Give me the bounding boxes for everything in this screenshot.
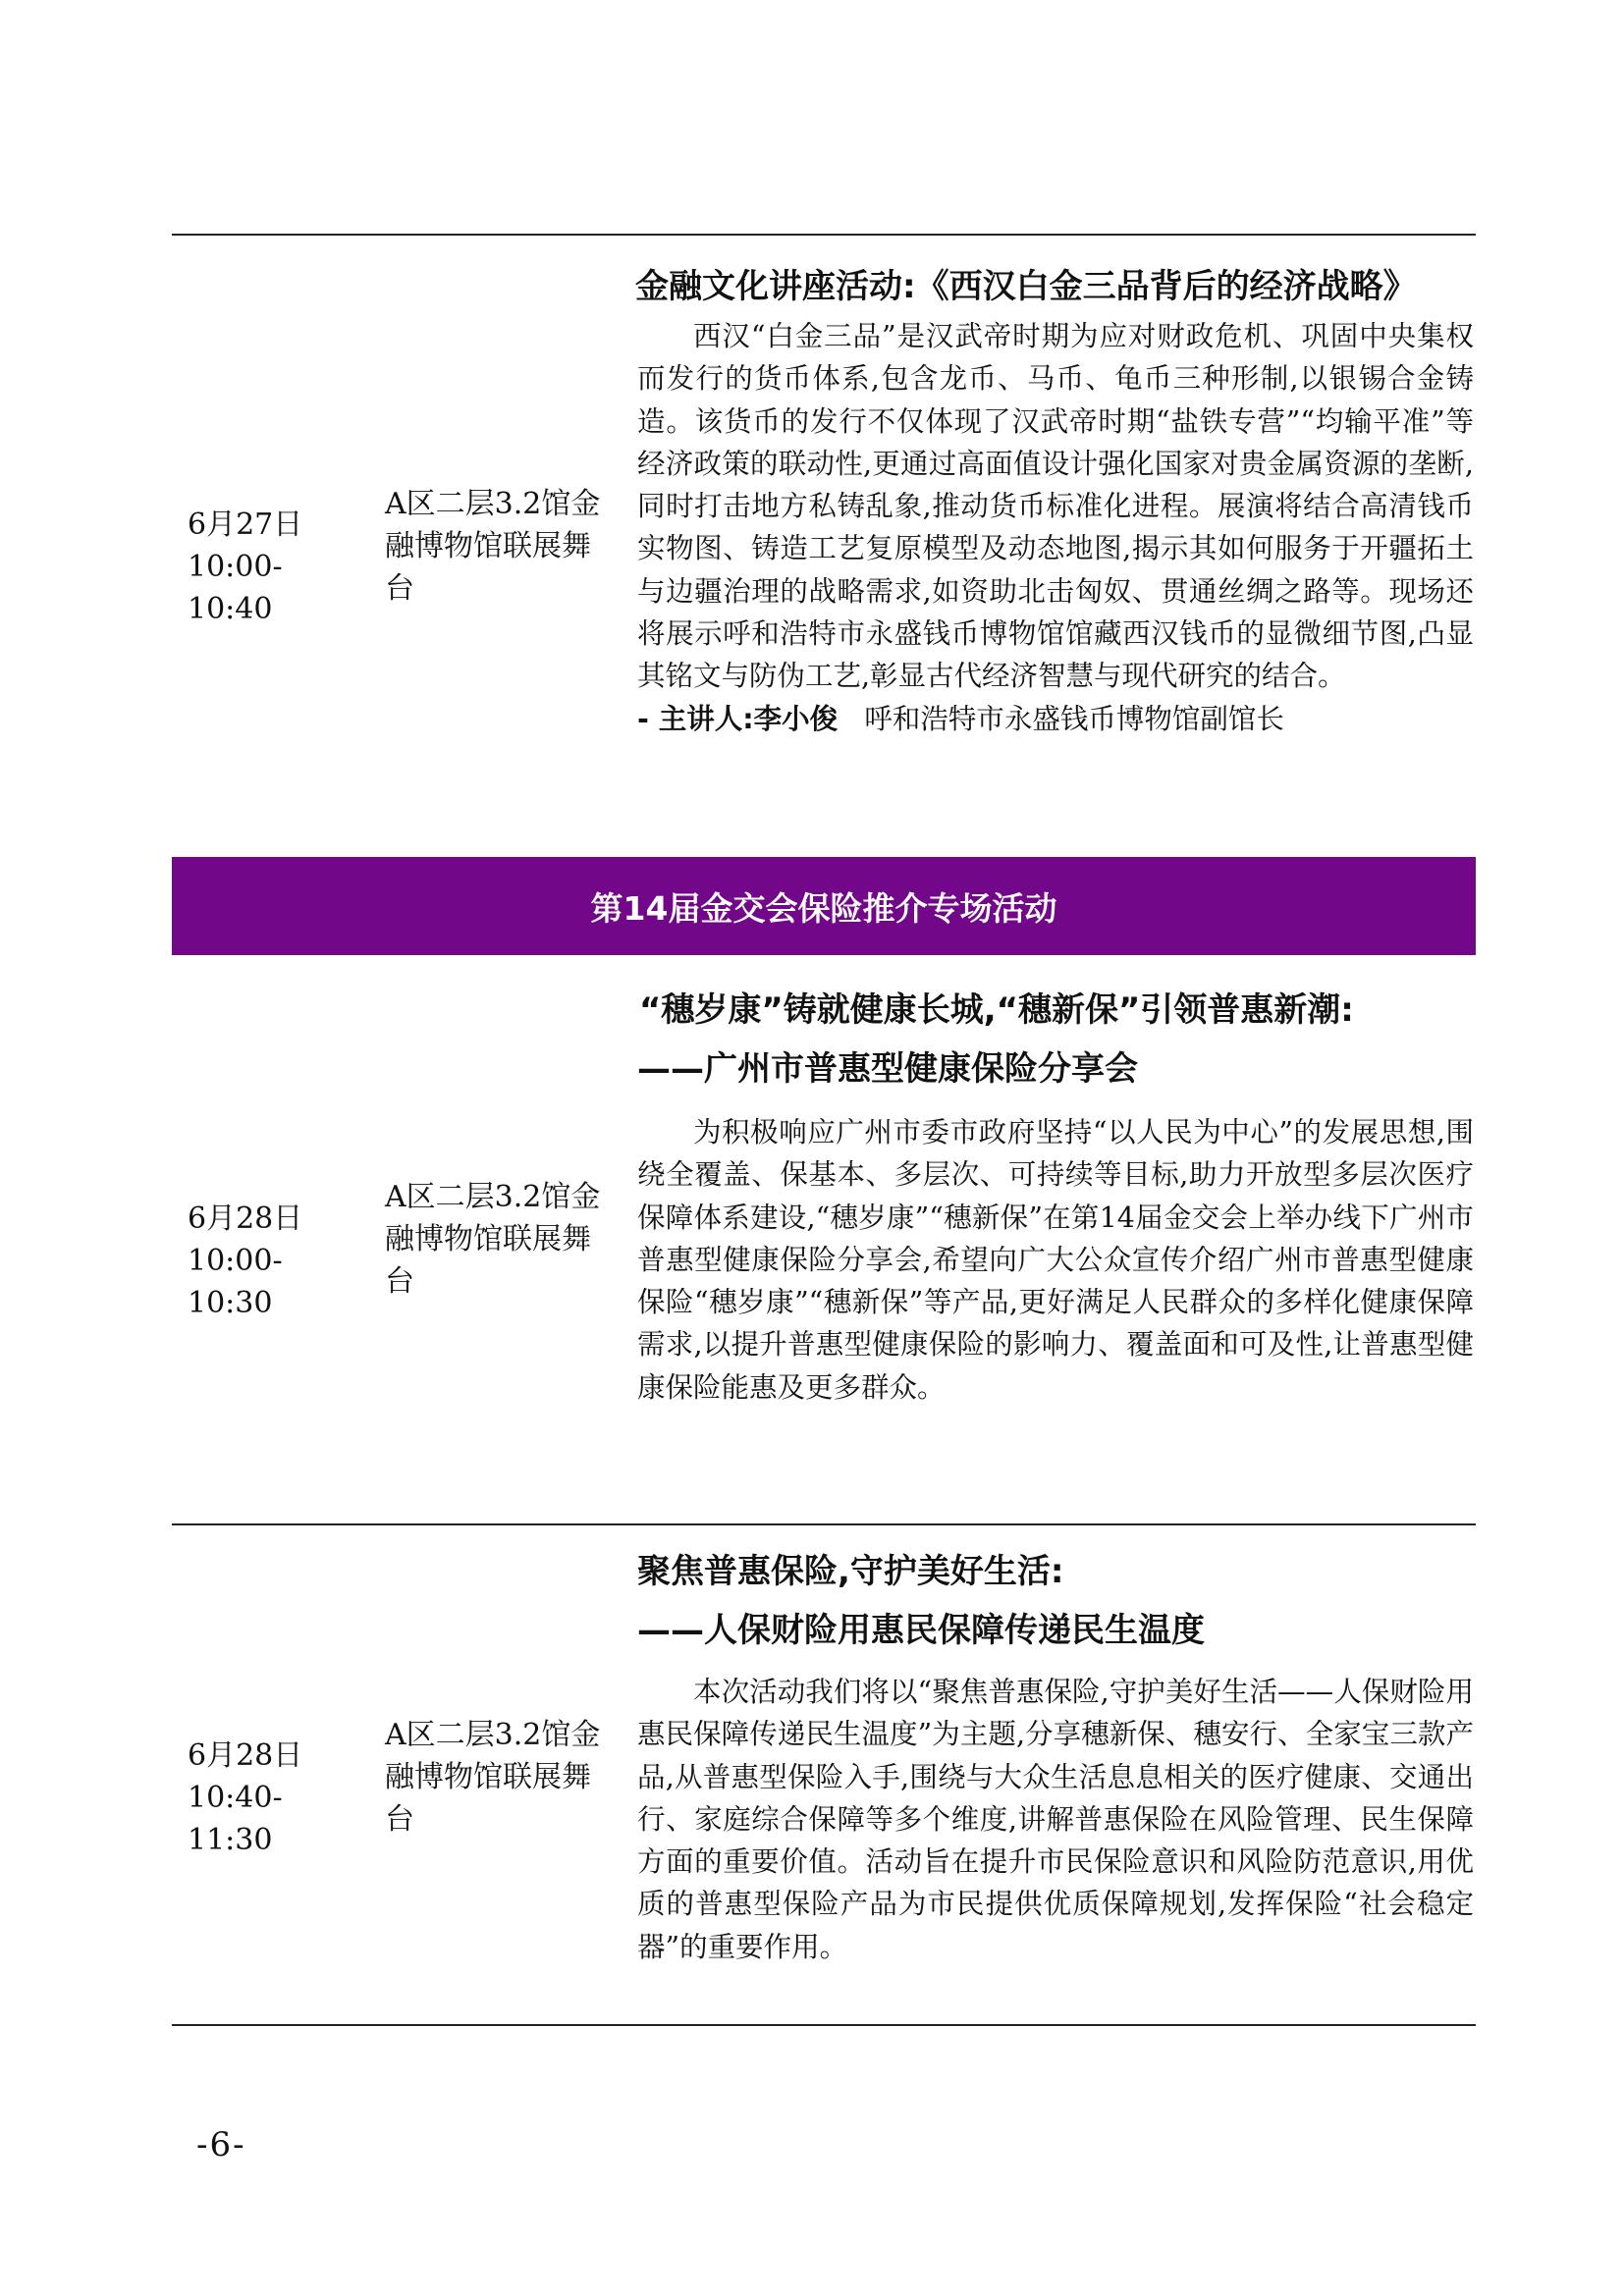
event-date-cell [188,504,345,630]
event-content [637,258,1474,740]
event-title: 金融文化讲座活动:《西汉白金三品背后的经济战略》 [635,267,1417,306]
event-date: 6月28日 [188,1738,303,1773]
speaker-label: - 主讲人:李小俊 [637,702,839,735]
event-date-cell [188,1198,345,1324]
event-venue: A区二层3.2馆金融博物馆联展舞台 [385,487,601,606]
event-date-cell [188,1735,345,1861]
page-number: -6- [196,2125,246,2164]
event-content [637,1543,1474,1968]
table-top-rule [172,234,1476,236]
event-time: 10:00-10:30 [188,1244,283,1320]
event-speaker [637,698,1474,740]
event-title-line2: ——人保财险用惠民保障传递民生温度 [637,1611,1205,1650]
speaker-title: 呼和浩特市永盛钱币博物馆副馆长 [864,702,1284,735]
event-venue: A区二层3.2馆金融博物馆联展舞台 [385,1180,601,1299]
event-content [637,982,1474,1409]
table-bottom-rule [172,2024,1476,2026]
section-banner: 第14届金交会保险推介专场活动 [172,857,1476,955]
event-title-line1: 聚焦普惠保险,守护美好生活: [637,1552,1064,1591]
event-description: 为积极响应广州市委市政府坚持“以人民为中心”的发展思想,围绕全覆盖、保基本、多层次、可持续等目标,助力开放型多层次医疗保障体系建设,“穗岁康”“穗新保”在第14届金交会上举办线下广州市普惠型健康保险分享会,希望向广大公众宣传介绍广州市普惠型健康保险“穗岁康”“穗新保”等产品,更好满足人民群众的多样化健康保障需求,以提升普惠型健康保险的影响力、覆盖面和可及性,让普惠型健康保险能惠及更多群众。 [637,1116,1474,1404]
event-date: 6月27日 [188,507,303,542]
event-title-line1: “穗岁康”铸就健康长城,“穗新保”引领普惠新潮: [639,990,1354,1030]
event-description: 西汉“白金三品”是汉武帝时期为应对财政危机、巩固中央集权而发行的货币体系,包含龙币、马币、龟币三种形制,以银锡合金铸造。该货币的发行不仅体现了汉武帝时期“盐铁专营”“均输平准”等经济政策的联动性,更通过高面值设计强化国家对贵金属资源的垄断,同时打击地方私铸乱象,推动货币标准化进程。展演将结合高清钱币实物图、铸造工艺复原模型及动态地图,揭示其如何服务于开疆拓土与边疆治理的战略需求,如资助北击匈奴、贯通丝绸之路等。现场还将展示呼和浩特市永盛钱币博物馆馆藏西汉钱币的显微细节图,凸显其铭文与防伪工艺,彰显古代经济智慧与现代研究的结合。 [637,320,1474,693]
event-venue: A区二层3.2馆金融博物馆联展舞台 [385,1718,601,1837]
event-time: 10:40-11:30 [188,1781,283,1857]
row-divider [172,1523,1476,1525]
event-time: 10:00-10:40 [188,550,283,626]
event-title-line2: ——广州市普惠型健康保险分享会 [637,1049,1138,1089]
event-date: 6月28日 [188,1201,303,1236]
event-description: 本次活动我们将以“聚焦普惠保险,守护美好生活——人保财险用惠民保障传递民生温度”为主题,分享穗新保、穗安行、全家宝三款产品,从普惠型保险入手,围绕与大众生活息息相关的医疗健康、交通出行、家庭综合保障等多个维度,讲解普惠保险在风险管理、民生保障方面的重要价值。活动旨在提升市民保险意识和风险防范意识,用优质的普惠型保险产品为市民提供优质保障规划,发挥保险“社会稳定器”的重要作用。 [637,1676,1474,1963]
